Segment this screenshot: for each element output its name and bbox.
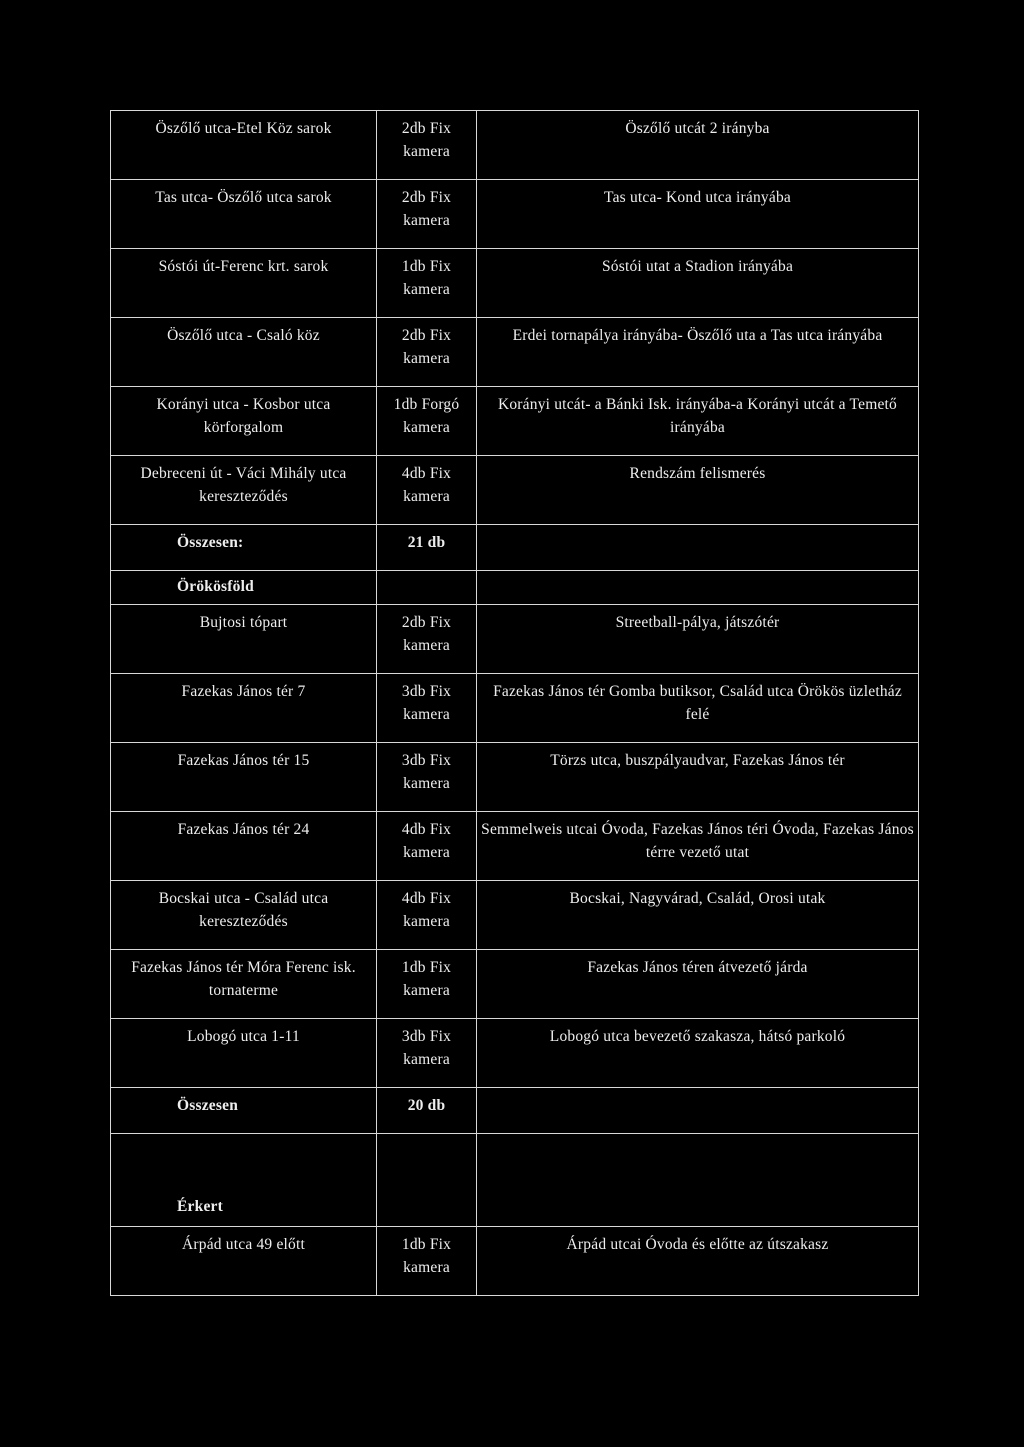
table-row <box>111 674 919 743</box>
direction-cell: Semmelweis utcai Óvoda, Fazekas János téri Óvoda, Fazekas János térre vezető utat <box>477 812 919 881</box>
camera-count-cell: 2db Fix kamera <box>377 605 477 674</box>
table-row <box>111 950 919 1019</box>
direction-cell: Tas utca- Kond utca irányába <box>477 180 919 249</box>
direction-cell: Lobogó utca bevezető szakasza, hátsó parkoló <box>477 1019 919 1088</box>
direction-cell: Korányi utcát- a Bánki Isk. irányába-a Korányi utcát a Temető irányába <box>477 387 919 456</box>
total-label: Összesen: <box>111 525 377 571</box>
empty-cell <box>477 1134 919 1227</box>
location-cell: Korányi utca - Kosbor utca körforgalom <box>111 387 377 456</box>
location-cell: Fazekas János tér 7 <box>111 674 377 743</box>
location-cell: Árpád utca 49 előtt <box>111 1227 377 1296</box>
section-header-row <box>111 1134 919 1227</box>
location-cell: Sóstói út-Ferenc krt. sarok <box>111 249 377 318</box>
table-row <box>111 387 919 456</box>
total-label: Összesen <box>111 1088 377 1134</box>
location-cell: Öszőlő utca - Csaló köz <box>111 318 377 387</box>
empty-cell <box>477 525 919 571</box>
table-row <box>111 605 919 674</box>
camera-count-cell: 4db Fix kamera <box>377 456 477 525</box>
camera-count-cell: 3db Fix kamera <box>377 743 477 812</box>
empty-cell <box>477 571 919 605</box>
table-row <box>111 881 919 950</box>
table-row <box>111 111 919 180</box>
direction-cell: Rendszám felismerés <box>477 456 919 525</box>
camera-count-cell: 1db Fix kamera <box>377 1227 477 1296</box>
camera-count-cell: 1db Forgó kamera <box>377 387 477 456</box>
camera-count-cell: 3db Fix kamera <box>377 1019 477 1088</box>
direction-cell: Öszőlő utcát 2 irányba <box>477 111 919 180</box>
table-row <box>111 249 919 318</box>
table-row <box>111 456 919 525</box>
location-cell: Tas utca- Öszőlő utca sarok <box>111 180 377 249</box>
total-row <box>111 1088 919 1134</box>
location-cell: Fazekas János tér 24 <box>111 812 377 881</box>
direction-cell: Törzs utca, buszpályaudvar, Fazekas János tér <box>477 743 919 812</box>
table-row <box>111 1019 919 1088</box>
table-row <box>111 318 919 387</box>
location-cell: Öszőlő utca-Etel Köz sarok <box>111 111 377 180</box>
location-cell: Debreceni út - Váci Mihály utca kereszteződés <box>111 456 377 525</box>
empty-cell <box>377 571 477 605</box>
camera-count-cell: 3db Fix kamera <box>377 674 477 743</box>
direction-cell: Árpád utcai Óvoda és előtte az útszakasz <box>477 1227 919 1296</box>
section-header-row <box>111 571 919 605</box>
direction-cell: Erdei tornapálya irányába- Öszőlő uta a Tas utca irányába <box>477 318 919 387</box>
camera-count-cell: 4db Fix kamera <box>377 881 477 950</box>
camera-count-cell: 2db Fix kamera <box>377 318 477 387</box>
location-cell: Bocskai utca - Család utca kereszteződés <box>111 881 377 950</box>
table-row <box>111 812 919 881</box>
camera-count-cell: 4db Fix kamera <box>377 812 477 881</box>
camera-count-cell: 1db Fix kamera <box>377 950 477 1019</box>
location-cell: Fazekas János tér 15 <box>111 743 377 812</box>
total-row <box>111 525 919 571</box>
location-cell: Fazekas János tér Móra Ferenc isk. tornaterme <box>111 950 377 1019</box>
direction-cell: Bocskai, Nagyvárad, Család, Orosi utak <box>477 881 919 950</box>
section-title: Érkert <box>111 1134 377 1227</box>
empty-cell <box>377 1134 477 1227</box>
direction-cell: Streetball-pálya, játszótér <box>477 605 919 674</box>
location-cell: Bujtosi tópart <box>111 605 377 674</box>
camera-count-cell: 2db Fix kamera <box>377 111 477 180</box>
camera-count-cell: 2db Fix kamera <box>377 180 477 249</box>
direction-cell: Sóstói utat a Stadion irányába <box>477 249 919 318</box>
table-row <box>111 180 919 249</box>
camera-locations-table <box>110 110 919 1296</box>
empty-cell <box>477 1088 919 1134</box>
direction-cell: Fazekas János téren átvezető járda <box>477 950 919 1019</box>
total-value: 20 db <box>377 1088 477 1134</box>
camera-count-cell: 1db Fix kamera <box>377 249 477 318</box>
section-title: Örökösföld <box>111 571 377 605</box>
table-row <box>111 743 919 812</box>
total-value: 21 db <box>377 525 477 571</box>
table-row <box>111 1227 919 1296</box>
direction-cell: Fazekas János tér Gomba butiksor, Család utca Örökös üzletház felé <box>477 674 919 743</box>
location-cell: Lobogó utca 1-11 <box>111 1019 377 1088</box>
